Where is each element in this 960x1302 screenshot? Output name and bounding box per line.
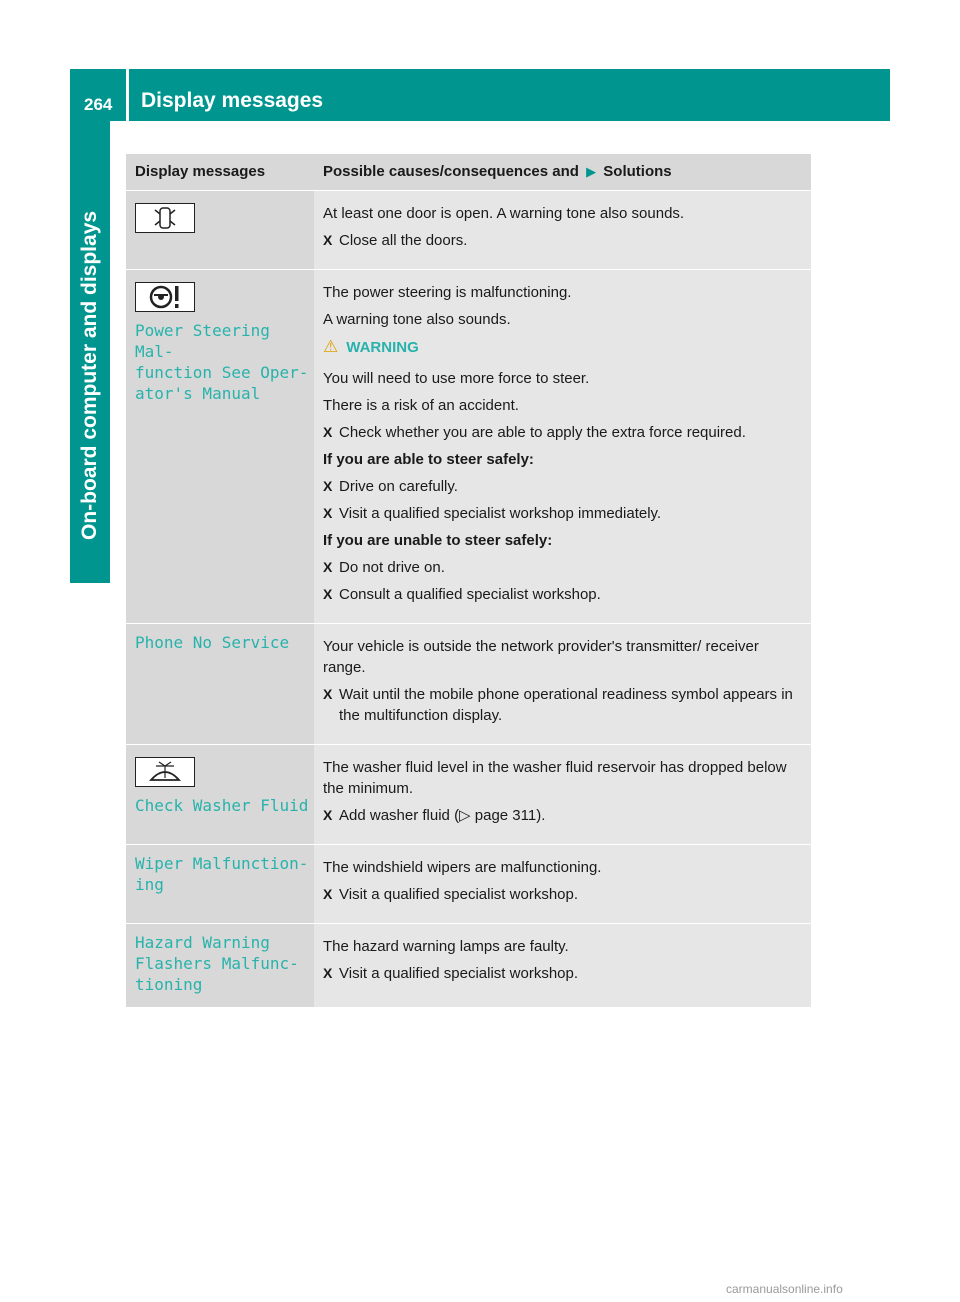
solution-step [323, 503, 801, 524]
display-message-text: Phone No Service [135, 633, 290, 652]
step-marker-icon: X [323, 559, 333, 575]
message-cell [126, 624, 314, 744]
solutions-cell [314, 745, 811, 844]
table-row [126, 270, 811, 624]
description-text: The washer fluid level in the washer fluid reservoir has dropped below the minimum. [323, 759, 787, 797]
solution-step-text: Close all the doors. [339, 232, 468, 249]
solutions-cell [314, 924, 811, 1007]
step-marker-icon: X [323, 478, 333, 494]
step-marker-icon: X [323, 886, 333, 902]
warning-triangle-icon: ⚠ [323, 337, 339, 356]
solutions-cell [314, 191, 811, 269]
solution-step [323, 884, 801, 905]
display-messages-table [126, 154, 811, 1008]
solutions-cell [314, 270, 811, 623]
solution-step-text: Visit a qualified specialist workshop. [339, 965, 579, 982]
col1-header: Display messages [126, 154, 314, 190]
step-marker-icon: X [323, 505, 333, 521]
solution-step [323, 584, 801, 605]
description-text: You will need to use more force to steer. [323, 370, 590, 387]
door-open-icon [135, 203, 195, 233]
condition-heading: If you are able to steer safely: [323, 451, 534, 468]
message-cell [126, 924, 314, 1007]
step-marker-icon: X [323, 424, 333, 440]
side-section-label: On-board computer and displays [78, 210, 101, 540]
warning-text: WARNING [346, 339, 419, 356]
page-number: 264 [84, 95, 113, 114]
solution-step-text: Visit a qualified specialist workshop immediately. [339, 505, 662, 522]
solution-step [323, 476, 801, 497]
step-marker-icon: X [323, 586, 333, 602]
solution-step [323, 557, 801, 578]
description-text: The windshield wipers are malfunctioning. [323, 859, 602, 876]
solutions-cell [314, 845, 811, 923]
table-row [126, 745, 811, 845]
solution-step [323, 230, 801, 251]
message-cell [126, 191, 314, 269]
message-cell [126, 270, 314, 623]
header-divider [126, 69, 129, 121]
solution-step-text: Do not drive on. [339, 559, 445, 576]
solution-step-text: Wait until the mobile phone operational readiness symbol appears in the multifunction display. [339, 686, 793, 724]
col2-header [314, 154, 811, 190]
message-cell [126, 845, 314, 923]
washer-fluid-icon [135, 757, 195, 787]
message-cell [126, 745, 314, 844]
table-header-row [126, 154, 811, 191]
description-text: A warning tone also sounds. [323, 311, 511, 328]
solution-step-text: Add washer fluid (▷ page 311). [339, 807, 546, 824]
display-message-text: Check Washer Fluid [135, 796, 309, 815]
description-text: The hazard warning lamps are faulty. [323, 938, 569, 955]
display-message-text: Power Steering Mal‐ function See Oper‐ ator's Manual [135, 321, 309, 403]
solutions-arrow-icon: ▶ [586, 164, 597, 179]
display-message-text: Hazard Warning Flashers Malfunc‐ tioning [135, 933, 299, 994]
step-marker-icon: X [323, 965, 333, 981]
steering-malfunction-icon [135, 282, 195, 312]
condition-heading: If you are unable to steer safely: [323, 532, 553, 549]
table-row [126, 624, 811, 745]
solution-step [323, 805, 801, 826]
solution-step-text: Drive on carefully. [339, 478, 458, 495]
description-text: Your vehicle is outside the network provider's transmitter/ receiver range. [323, 638, 759, 676]
solution-step-text: Consult a qualified specialist workshop. [339, 586, 601, 603]
solution-step [323, 684, 801, 726]
solution-step-text: Visit a qualified specialist workshop. [339, 886, 579, 903]
step-marker-icon: X [323, 686, 333, 702]
col2-header-text-a: Possible causes/consequences and [323, 163, 579, 180]
watermark: carmanualsonline.info [726, 1282, 843, 1296]
page-title: Display messages [141, 89, 324, 112]
step-marker-icon: X [323, 232, 333, 248]
description-text: The power steering is malfunctioning. [323, 284, 572, 301]
solution-step-text: Check whether you are able to apply the extra force required. [339, 424, 746, 441]
step-marker-icon: X [323, 807, 333, 823]
solutions-cell [314, 624, 811, 744]
display-message-text: Wiper Malfunction‐ ing [135, 854, 309, 894]
warning-label [323, 336, 801, 358]
description-text: At least one door is open. A warning tone also sounds. [323, 205, 685, 222]
col2-header-text-b: Solutions [603, 163, 672, 180]
table-row [126, 191, 811, 270]
table-body [126, 191, 811, 1008]
solution-step [323, 422, 801, 443]
description-text: There is a risk of an accident. [323, 397, 519, 414]
table-row [126, 845, 811, 924]
solution-step [323, 963, 801, 984]
table-row [126, 924, 811, 1008]
